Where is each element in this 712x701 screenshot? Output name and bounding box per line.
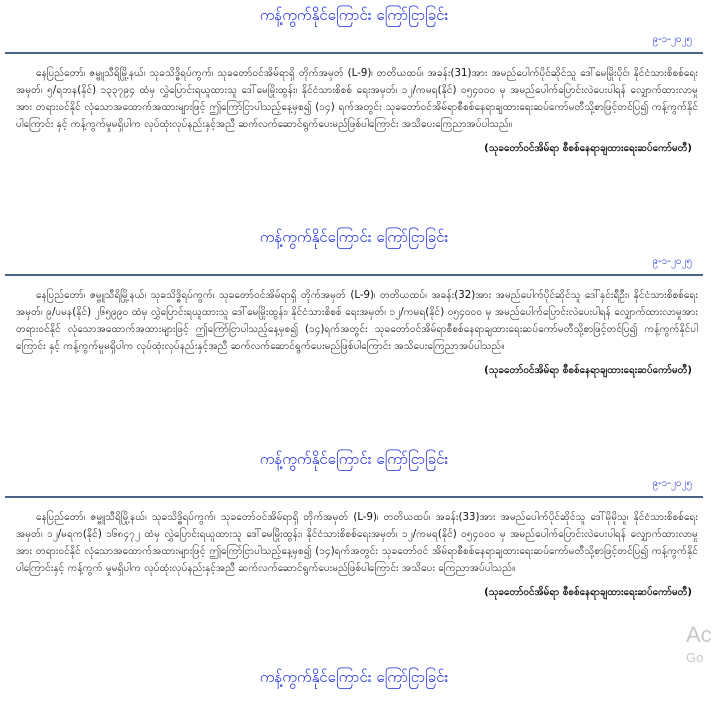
notice-title: ကန့်ကွက်နိုင်ကြောင်း ကြော်ငြာခြင်း: [259, 668, 449, 686]
notice-signature: (သုခတော်ဝင်အိမ်ရာ စီစစ်နေရာချထားရေးဆပ်ကော်မတီ): [484, 587, 692, 598]
notice-date: ၉-၁-၂၀၂၅: [652, 478, 692, 489]
notice-2: [0, 228, 708, 378]
notice-1: [0, 6, 708, 156]
notice-3: [0, 450, 708, 600]
notice-signature: (သုခတော်ဝင်အိမ်ရာ စီစစ်နေရာချထားရေးဆပ်ကော်မတီ): [484, 365, 692, 376]
notice-title: ကန့်ကွက်နိုင်ကြောင်း ကြော်ငြာခြင်း: [259, 228, 449, 246]
notice-title: ကန့်ကွက်နိုင်ကြောင်း ကြော်ငြာခြင်း: [259, 6, 449, 24]
notice-body: နေပြည်တော်၊ ဇမ္ဗူသီရိမြို့နယ်၊ သုခသိဒ္ဓိရပ်ကွက်၊ သုခတော်ဝင်အိမ်ရာရှိ တိုက်အမှတ် (L-9)၊ တတိယထပ်၊ အခန်း(32)အား အမည်ပေါက်ပိုင်ဆိုင်သူ ဒေါ်နှင်းရီဦး၊ နိုင်ငံသားစိစစ်ရေး အမှတ်၊ ၉/ပမန(နိုင်) ၂၆၅၉၉၀ ထံမှ လွှဲပြောင်းရယူထားသူ ဒေါ်မေမြိုးထွန်း၊ နိုင်ငံသားစိစစ် ရေးအမှတ်၊ ၁၂/ကမရ(နိုင်) ၀၅၄၀၀၀ မှ အမည်ပေါက်ပြောင်းလဲပေးပါရန် လျှောက်ထားလာမှုအား တရားဝင်နိုင် လုံသောအထောက်အထားများဖြင့် ဤကြော်ငြာပါသည့်နေ့မှစ၍ (၁၄)ရက်အတွင်း သုခတော်ဝင်အိမ်ရာစီစစ်နေရာချထားရေးဆပ်ကော်မတီသို့စာဖြင့်တင်ပြ၍ ကန့်ကွက်နိုင်ပါကြောင်း နှင့် ကန့်ကွက်မှုမရှိပါက လုပ်ထုံးလုပ်နည်းနှင့်အညီ ဆက်လက်ဆောင်ရွက်ပေးမည်ဖြစ်ပါကြောင်း အသိပေးကြေညာအပ်ပါသည်။: [16, 290, 698, 352]
activation-watermark-sub: Go: [686, 650, 704, 665]
notice-4: [0, 668, 708, 686]
notice-title: ကန့်ကွက်နိုင်ကြောင်း ကြော်ငြာခြင်း: [259, 450, 449, 468]
activation-watermark: Ac: [686, 622, 712, 647]
notice-body: နေပြည်တော်၊ ဇမ္ဗူသီရိမြို့နယ်၊ သုခသိဒ္ဓိရပ်ကွက်၊ သုခတော်ဝင်အိမ်ရာရှိ တိုက်အမှတ် (L-9)၊ တတိယထပ်၊ အခန်း(31)အား အမည်ပေါက်ပိုင်ဆိုင်သူ ဒေါ်မေမြိုးပိုင်၊ နိုင်ငံသားစိစစ်ရေး အမှတ်၊ ၅/ရဘန(နိုင်) ၁၃၃၇၉၄ ထံမှ လွှဲပြောင်းရယူထားသူ ဒေါ်မေမြိုးထွန်း၊ နိုင်ငံသားစိစစ် ရေးအမှတ်၊ ၁၂/ကမရ(နိုင်) ၀၅၄၀၀၀ မှ အမည်ပေါက်ပြောင်းလဲပေးပါရန် လျှောက်ထားလာမှုအား တရားဝင်နိုင် လုံသောအထောက်အထားများဖြင့် ဤကြော်ငြာပါသည့်နေ့မှစ၍ (၁၄) ရက်အတွင်း သုခတော်ဝင်အိမ်ရာစီစစ်နေရာချထားရေးဆပ်ကော်မတီသို့စာဖြင့်တင်ပြ၍ ကန့်ကွက်နိုင်ပါကြောင်း နှင့် ကန့်ကွက်မှုမရှိပါက လုပ်ထုံးလုပ်နည်းနှင့်အညီ ဆက်လက်ဆောင်ရွက်ပေးမည်ဖြစ်ပါကြောင်း အသိပေးကြေညာအပ်ပါသည်။: [16, 68, 698, 130]
notice-date: ၉-၁-၂၀၂၅: [652, 256, 692, 267]
notice-date: ၉-၁-၂၀၂၅: [652, 34, 692, 45]
notice-body: နေပြည်တော်၊ ဇမ္ဗူသီရိမြို့နယ်၊ သုခသိဒ္ဓိရပ်ကွက်၊ သုခတော်ဝင်အိမ်ရာရှိ တိုက်အမှတ် (L-9)၊ တတိယထပ်၊ အခန်း(33)အား အမည်ပေါက်ပိုင်ဆိုင်သူ ဒေါ်မိုမိုသူ၊ နိုင်ငံသားစိစစ်ရေးအမှတ်၊ ၁၂/မရက(နိုင်) ၁၆၈၄၇၂ ထံမှ လွှဲပြောင်းရယူထားသူ ဒေါ်မေမြိုးထွန်း၊ နိုင်ငံသားစိစစ်ရေးအမှတ်၊ ၁၂/ကမရ(နိုင်) ၀၅၄၀၀၀ မှ အမည်ပေါက်ပြောင်းလဲပေးပါရန် လျှောက်ထားလာမှုအား တရားဝင်နိုင် လုံသောအထောက်အထားများဖြင့် ဤကြော်ငြာပါသည့်နေ့မှစ၍ (၁၄)ရက်အတွင်း သုခတော်ဝင် အိမ်ရာစီစစ်နေရာချထားရေးဆပ်ကော်မတီသို့စာဖြင့်တင်ပြ၍ ကန့်ကွက်နိုင်ပါကြောင်းနှင့် ကန့်ကွက် မှုမရှိပါက လုပ်ထုံးလုပ်နည်းနှင့်အညီ ဆက်လက်ဆောင်ရွက်ပေးမည်ဖြစ်ပါကြောင်း အသိပေး ကြေညာအပ်ပါသည်။: [16, 512, 698, 574]
divider: [5, 274, 703, 276]
divider: [5, 496, 703, 498]
notice-signature: (သုခတော်ဝင်အိမ်ရာ စီစစ်နေရာချထားရေးဆပ်ကော်မတီ): [484, 143, 692, 154]
divider: [5, 52, 703, 54]
